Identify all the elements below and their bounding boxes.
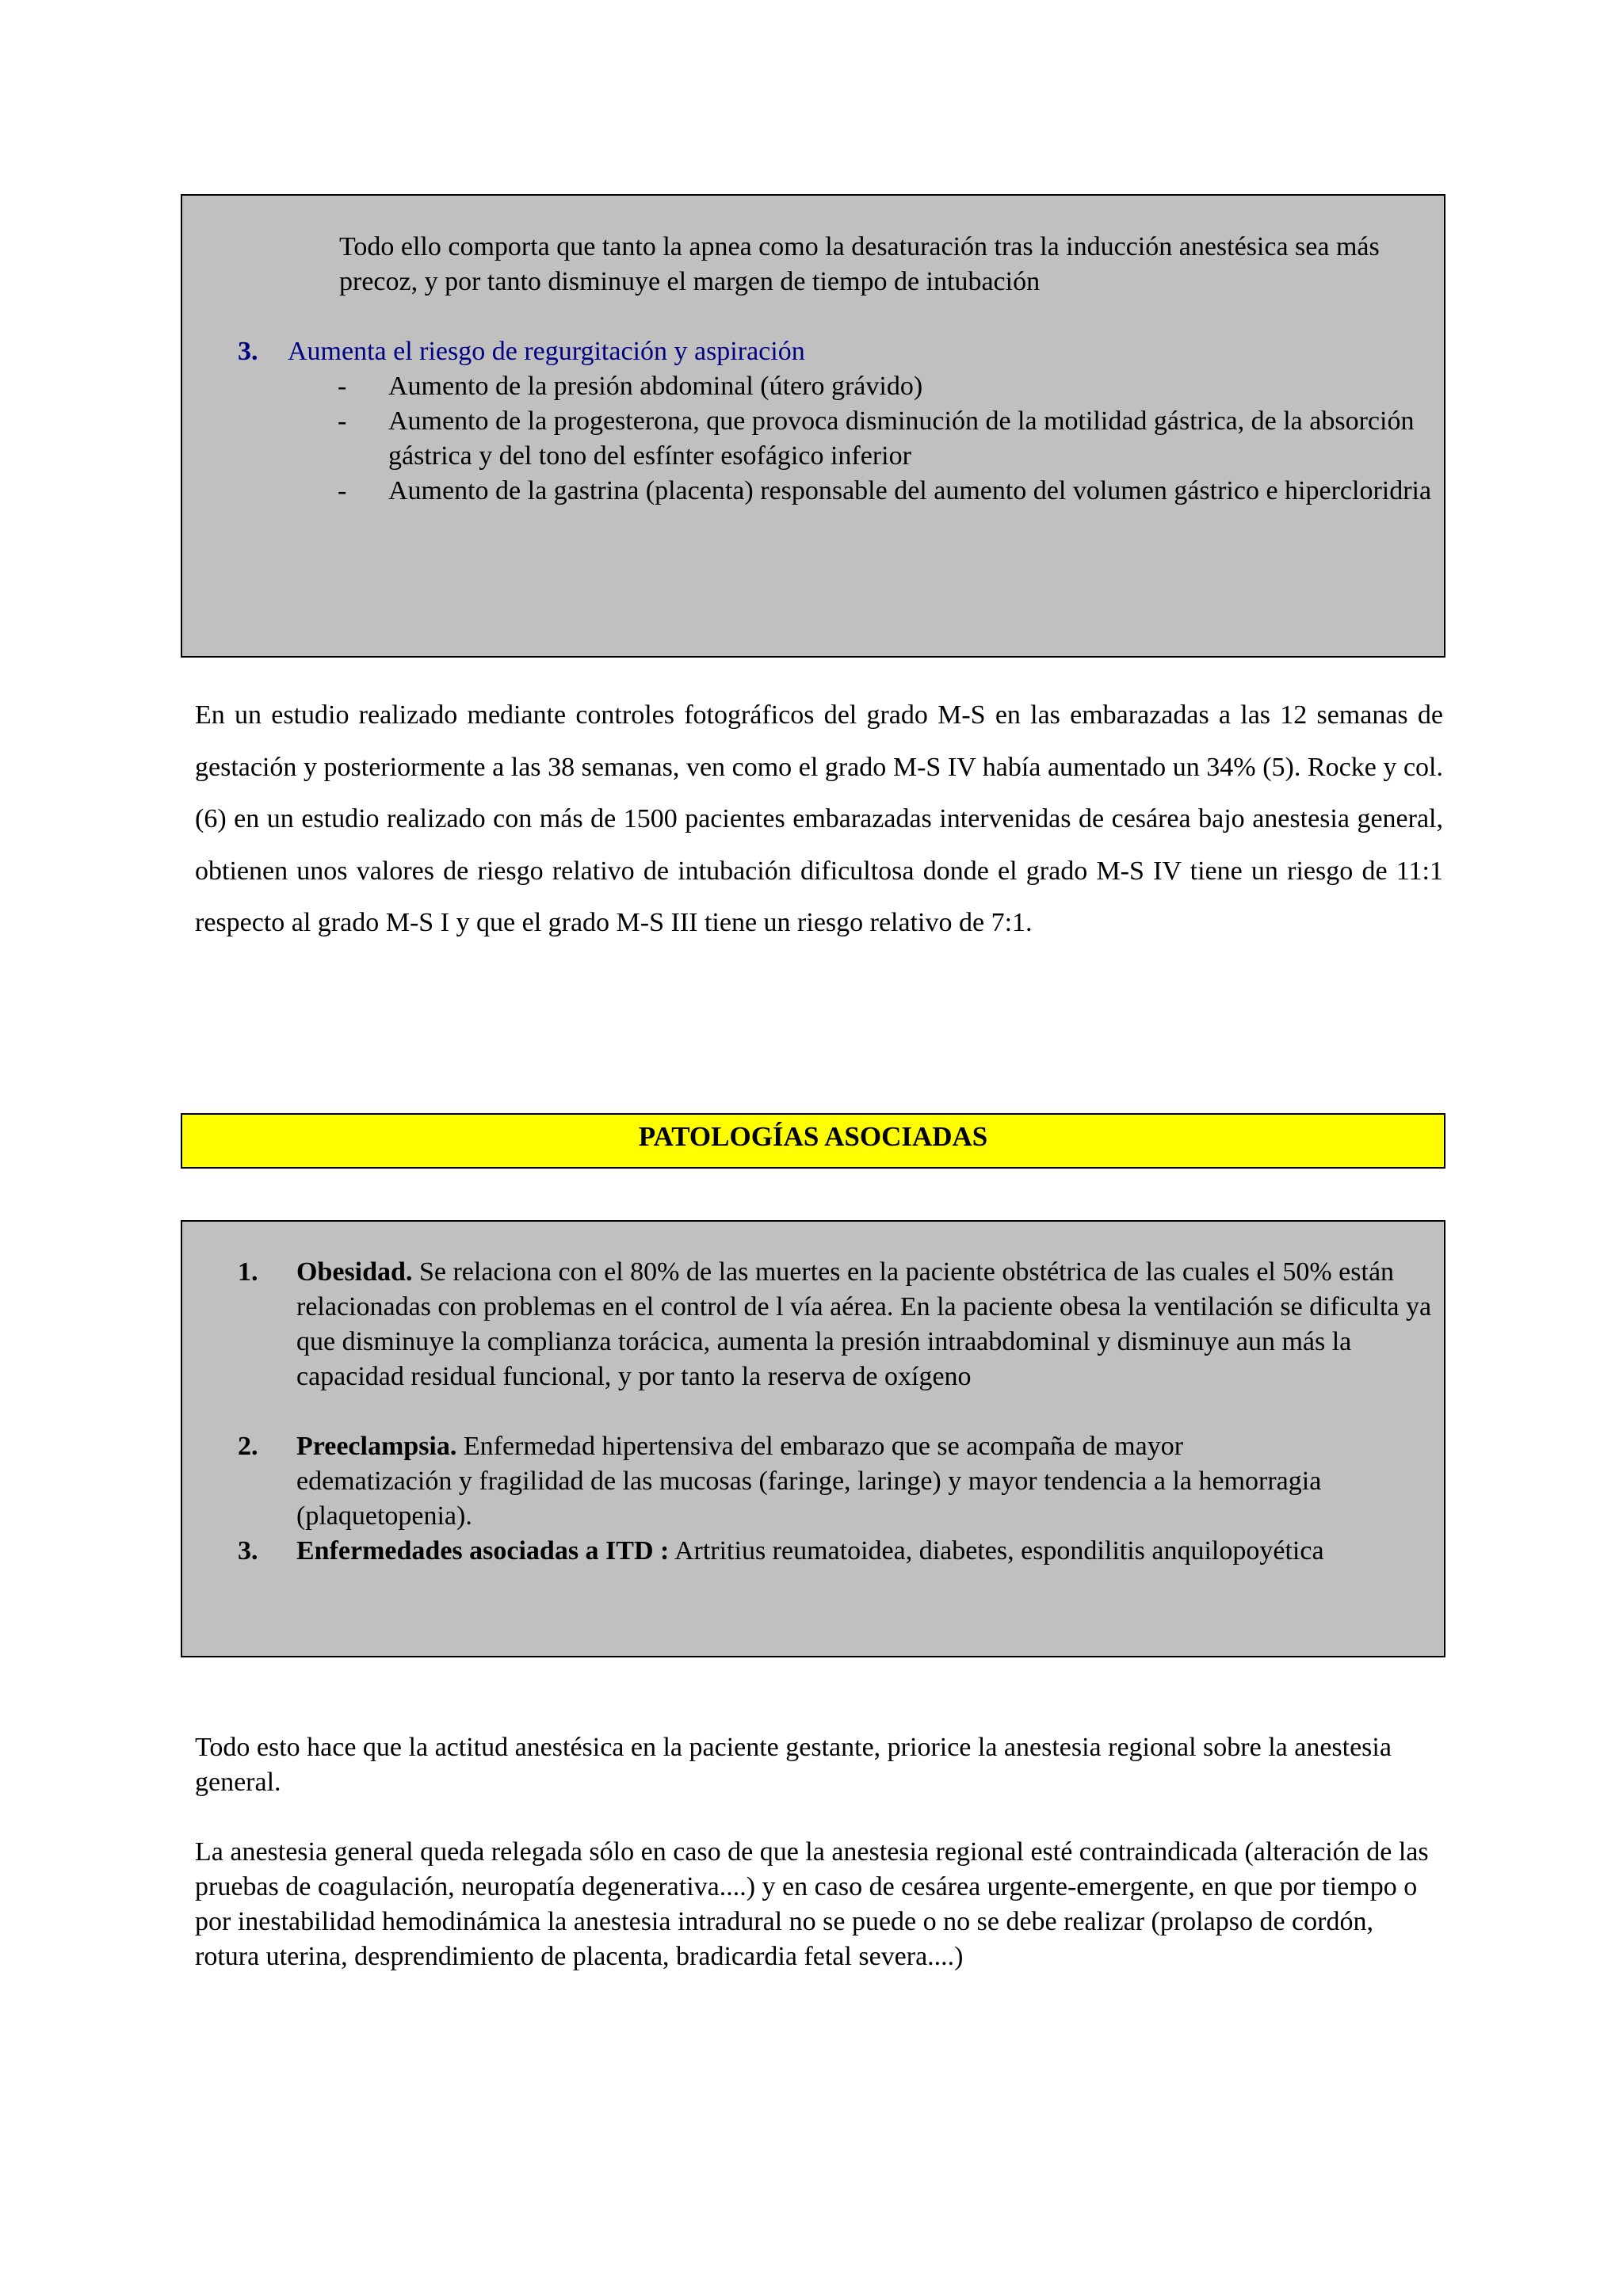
box1-bullet-2: Aumento de la progesterona, que provoca disminución de la motilidad gástrica, de la absorción gástrica y del tono del esfínter esofágico inferior [388,406,1415,471]
box2-item-2-number: 2. [238,1432,258,1461]
body-paragraph-actitud: Todo esto hace que la actitud anestésica en la paciente gestante, priorice la anestesia regional sobre la anestesia general. [195,1733,1392,1797]
section-banner [181,1113,1445,1169]
box1-item-number: 3. [238,337,258,366]
box2-item-2-title: Preeclampsia. [296,1432,457,1461]
body-paragraph-anestesia-general: La anestesia general queda relegada sólo en caso de que la anestesia regional esté contraindicada (alteración de las pruebas de coagulación, neuropatía degenerativa....) y en caso de cesárea urgente-emergente, en que por tiempo o por inestabilidad hemodinámica la anestesia intradural no se puede o no se debe realizar (prolapso de cordón, rotura uterina, desprendimiento de placenta, bradicardia fetal severa....) [195,1837,1429,1971]
bullet-marker: - [338,406,347,436]
box2-item-1-number: 1. [238,1257,258,1287]
box2-item-3-title: Enfermedades asociadas a ITD : [296,1536,670,1566]
section-title: PATOLOGÍAS ASOCIADAS [638,1121,988,1152]
box2-item-1-text: Se relaciona con el 80% de las muertes en la paciente obstétrica de las cuales el 50% están relacionadas con problemas en el control de l vía aérea. En la paciente obesa la ventilación se dificulta ya que disminuye la complianza torácica, aumenta la presión intraabdominal y disminuye aun más la capacidad residual funcional, y por tanto la reserva de oxígeno [296,1257,1432,1391]
bullet-marker: - [338,372,347,401]
box1-bullet-1: Aumento de la presión abdominal (útero grávido) [388,372,923,401]
box1-bullet-3: Aumento de la gastrina (placenta) responsable del aumento del volumen gástrico e hipercloridria [388,476,1432,505]
box2-item-2 [296,1429,1327,1534]
box2-item-3 [296,1534,1327,1569]
box2-item-2-text: Enfermedad hipertensiva del embarazo que se acompaña de mayor edematización y fragilidad de las mucosas (faringe, laringe) y mayor tendencia a la hemorragia (plaquetopenia). [296,1432,1322,1531]
box1-intro-text: Todo ello comporta que tanto la apnea como la desaturación tras la inducción anestésica sea más precoz, y por tanto disminuye el margen de tiempo de intubación [339,232,1380,296]
box2-item-1-title: Obesidad. [296,1257,413,1287]
box1-item-title: Aumenta el riesgo de regurgitación y aspiración [288,337,805,366]
box2-item-3-number: 3. [238,1536,258,1566]
box2-item-3-text: Artritius reumatoidea, diabetes, espondilitis anquilopoyética [669,1536,1324,1566]
body-paragraph-study: En un estudio realizado mediante controles fotográficos del grado M-S en las embarazadas a las 12 semanas de gestación y posteriormente a las 38 semanas, ven como el grado M-S IV había aumentado un 34% (5). Rocke y col. (6) en un estudio realizado con más de 1500 pacientes embarazadas intervenidas de cesárea bajo anestesia general, obtienen unos valores de riesgo relativo de intubación dificultosa donde el grado M-S IV tiene un riesgo de 11:1 respecto al grado M-S I y que el grado M-S III tiene un riesgo relativo de 7:1. [195,700,1443,937]
box2-item-1 [296,1255,1438,1394]
bullet-marker: - [338,476,347,505]
